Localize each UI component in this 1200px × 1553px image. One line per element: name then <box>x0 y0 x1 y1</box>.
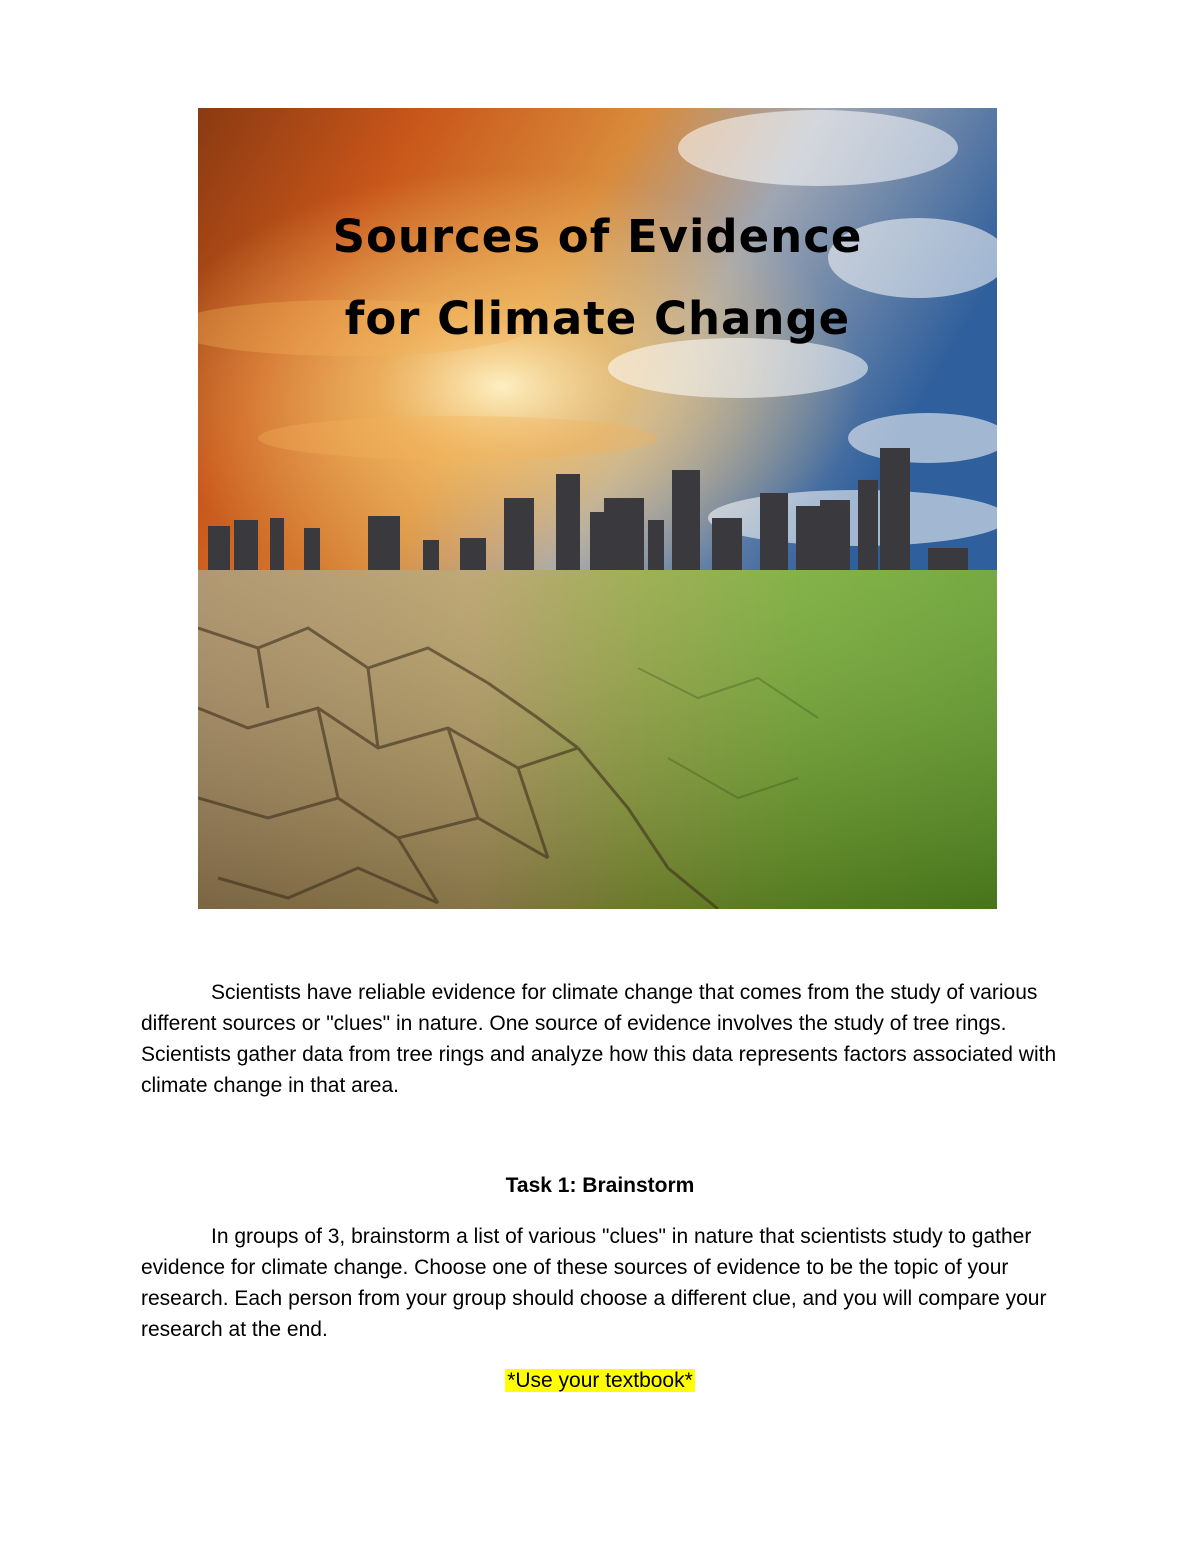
task-paragraph <box>141 1221 1061 1345</box>
task-paragraph-text: In groups of 3, brainstorm a list of various "clues" in nature that scientists study to gather evidence for climate change. Choose one of these sources of evidence to be the topic of your research. Each person from your group should choose a different clue, and you will compare your research at the end. <box>141 1225 1047 1341</box>
cover-image <box>198 108 997 909</box>
textbook-note-highlight: *Use your textbook* <box>507 1369 693 1392</box>
cover-title-line-2: for Climate Change <box>344 292 851 345</box>
intro-paragraph-text: Scientists have reliable evidence for climate change that comes from the study of various different sources or "clues" in nature. One source of evidence involves the study of tree rings. Scientists gather data from tree rings and analyze how this data represents factors associated with climate change in that area. <box>141 981 1057 1097</box>
task-heading: Task 1: Brainstorm <box>505 1174 695 1197</box>
textbook-note <box>0 1365 1200 1396</box>
intro-paragraph <box>141 977 1061 1101</box>
cover-title-line-1: Sources of Evidence <box>332 210 863 263</box>
cover-title <box>198 196 997 360</box>
